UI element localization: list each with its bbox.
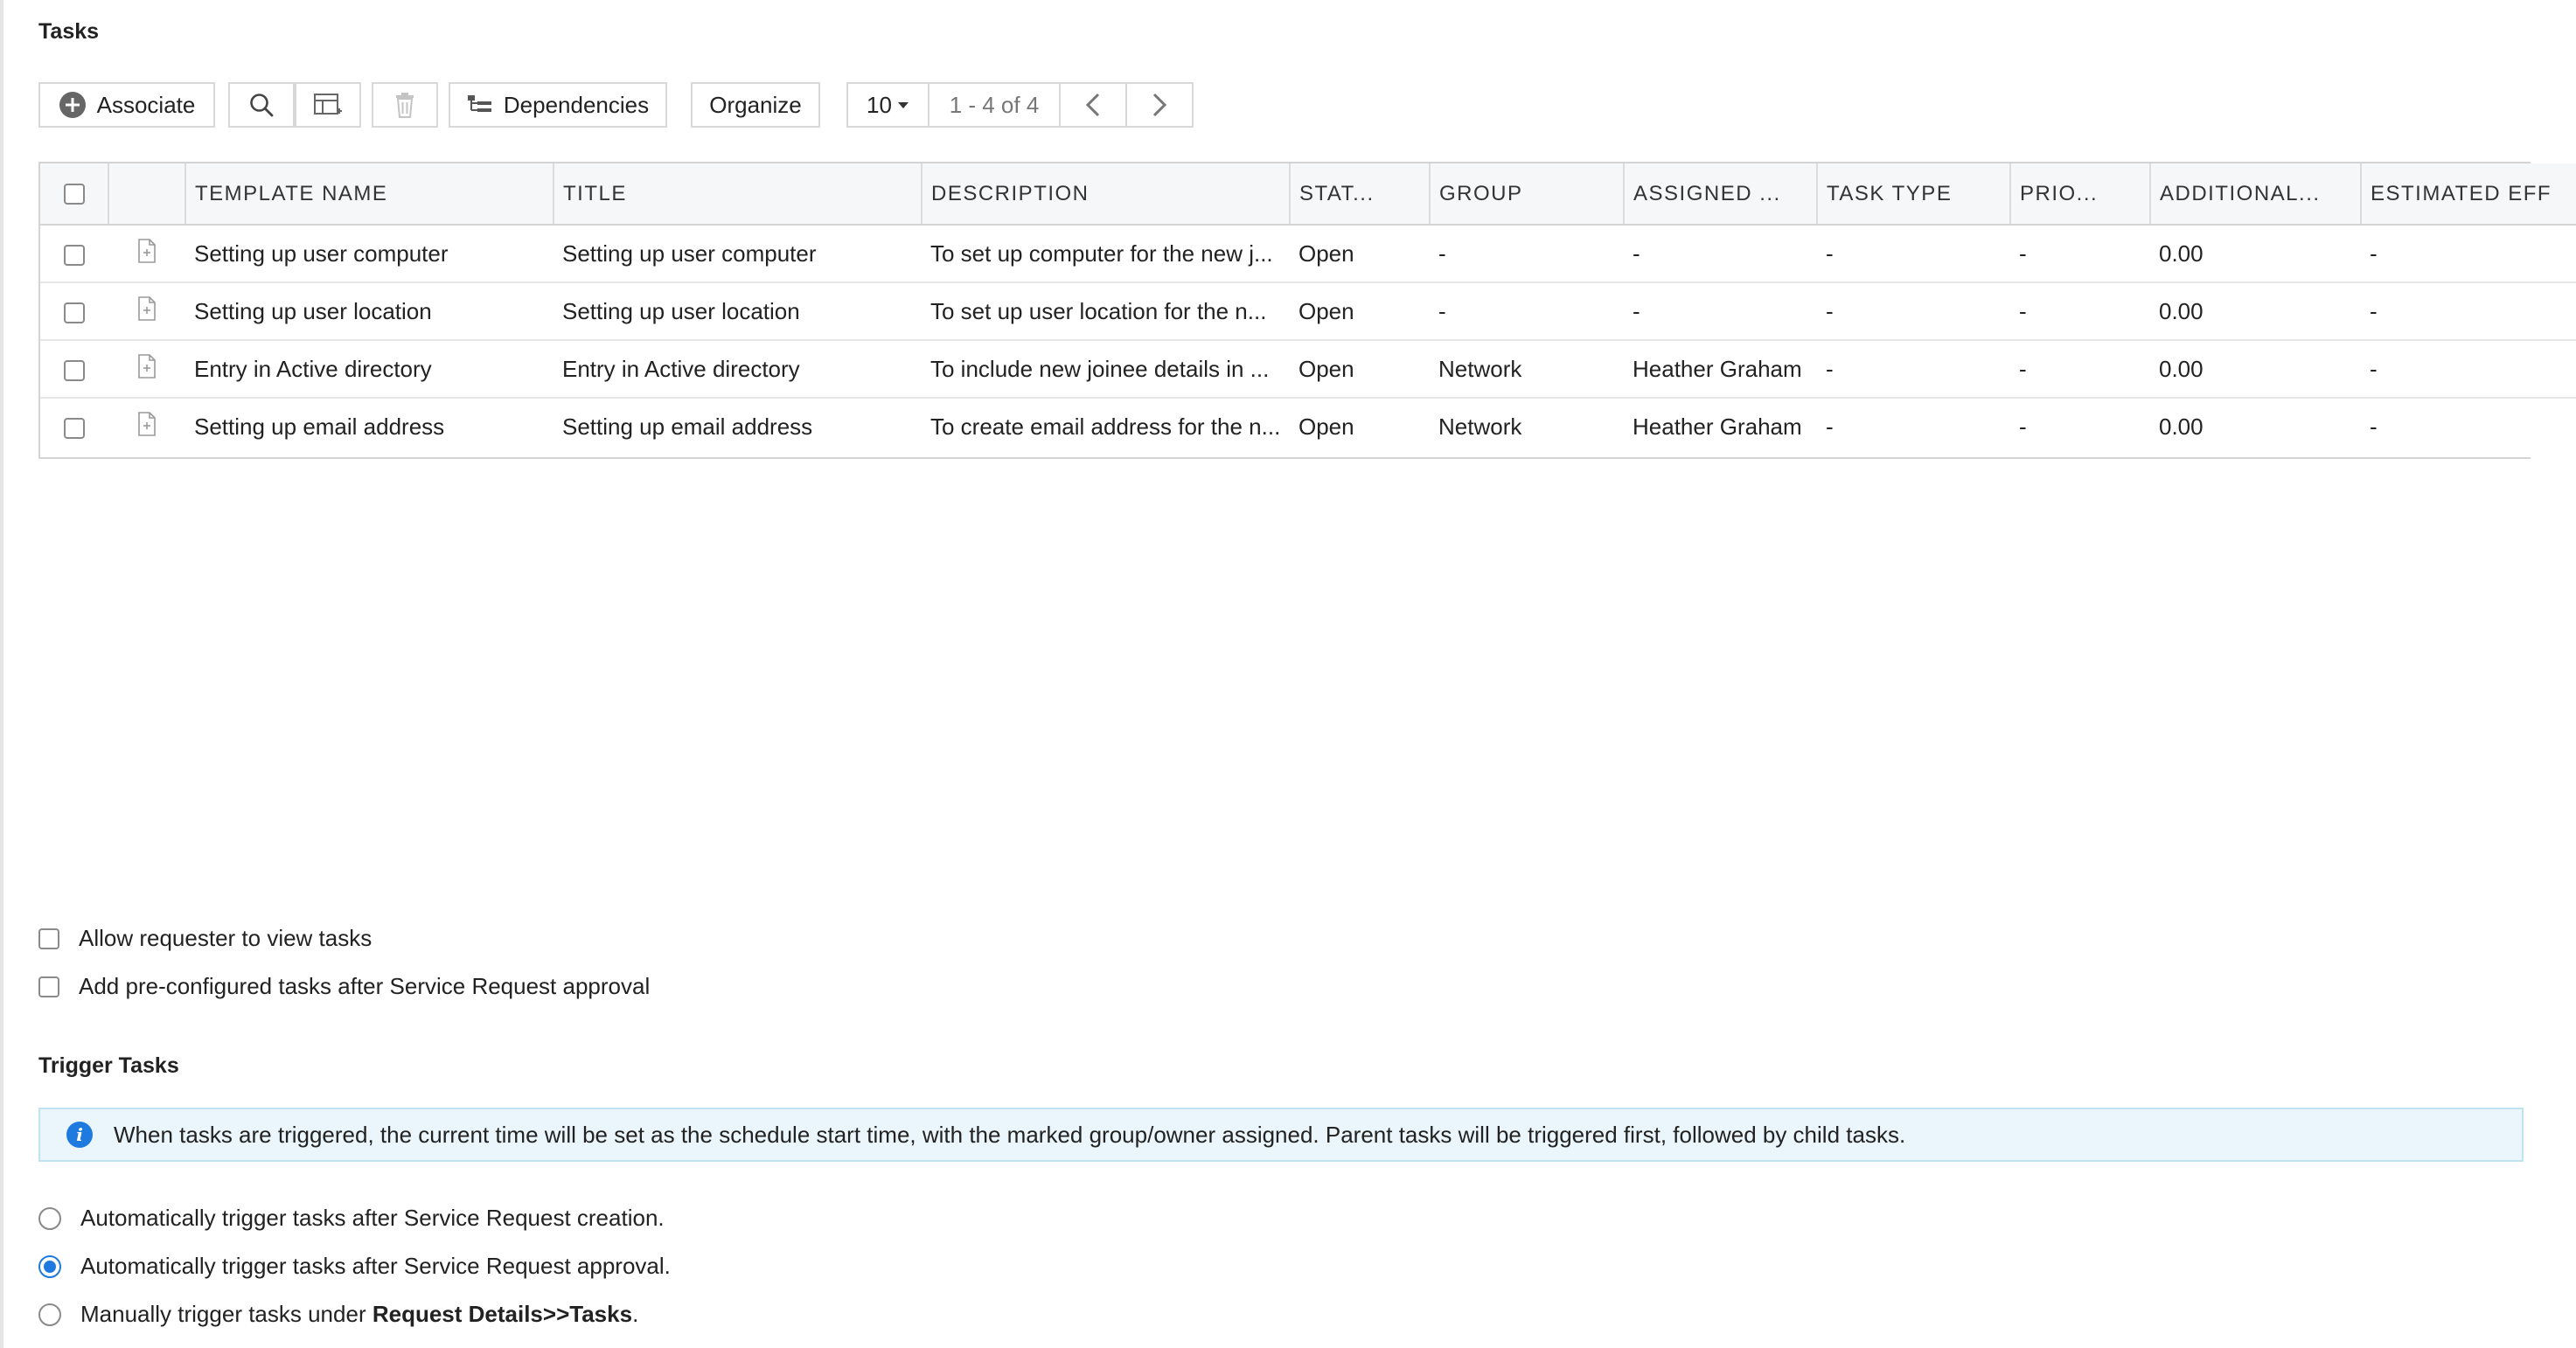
- title-cell: Setting up email address: [562, 413, 813, 440]
- row-checkbox[interactable]: [64, 302, 85, 323]
- description-cell: To create email address for the n...: [930, 413, 1281, 440]
- row-select-cell: [40, 398, 108, 455]
- additional-cell: 0.00: [2159, 297, 2204, 324]
- left-border: [0, 0, 3, 1348]
- associate-label: Associate: [96, 91, 196, 118]
- pagination-range: 1 - 4 of 4: [928, 82, 1061, 128]
- row-checkbox[interactable]: [64, 360, 85, 381]
- tasks-section-title: Tasks: [38, 19, 100, 44]
- column-header-description[interactable]: DESCRIPTION: [922, 163, 1290, 225]
- task-template-icon[interactable]: [137, 300, 157, 326]
- page-size-value: 10: [867, 91, 892, 118]
- add-preconfigured-checkbox[interactable]: [38, 976, 59, 997]
- row-icon-cell: [108, 225, 185, 282]
- additional-cell: 0.00: [2159, 240, 2204, 267]
- group-cell: -: [1438, 297, 1446, 324]
- organize-button[interactable]: [691, 82, 820, 128]
- title-cell: Setting up user location: [562, 297, 800, 324]
- row-select-cell: [40, 340, 108, 398]
- group-cell: Network: [1438, 355, 1522, 382]
- column-header-group[interactable]: GROUP: [1430, 163, 1624, 225]
- tasks-table: [38, 162, 2552, 459]
- trigger-tasks-title: Trigger Tasks: [38, 1053, 179, 1078]
- search-icon: [248, 92, 275, 118]
- task-type-cell: -: [1826, 240, 1834, 267]
- priority-cell: -: [2019, 240, 2027, 267]
- row-icon-cell: [108, 398, 185, 455]
- previous-page-button[interactable]: [1059, 82, 1127, 128]
- add-circle-icon: [59, 91, 87, 119]
- template-name-cell[interactable]: Setting up user computer: [194, 240, 449, 267]
- allow-requester-view-label[interactable]: Allow requester to view tasks: [79, 925, 372, 951]
- add-preconfigured-option: [38, 973, 650, 1000]
- row-select-cell: [40, 225, 108, 282]
- row-icon-cell: [108, 282, 185, 340]
- row-checkbox[interactable]: [64, 245, 85, 266]
- organize-label: Organize: [709, 91, 802, 118]
- table-row[interactable]: [40, 225, 2576, 282]
- associate-button[interactable]: [38, 82, 215, 128]
- row-select-cell: [40, 282, 108, 340]
- additional-cell: 0.00: [2159, 413, 2204, 440]
- assigned-cell: -: [1633, 297, 1640, 324]
- task-template-icon[interactable]: [137, 242, 157, 268]
- trigger-manually-suffix: .: [632, 1301, 639, 1327]
- request-details-tasks-path: Request Details>>Tasks: [372, 1301, 633, 1327]
- table-row[interactable]: [40, 398, 2576, 455]
- task-type-cell: -: [1826, 355, 1834, 382]
- description-cell: To set up computer for the new j...: [930, 240, 1273, 267]
- trigger-on-creation-option: [38, 1205, 665, 1232]
- chevron-right-icon: [1150, 93, 1169, 117]
- trigger-on-creation-radio[interactable]: [38, 1207, 61, 1230]
- column-header-priority[interactable]: PRIO...: [2010, 163, 2150, 225]
- dependencies-button[interactable]: [449, 82, 667, 128]
- table-header-row: [40, 163, 2576, 225]
- task-type-cell: -: [1826, 413, 1834, 440]
- page-size-select[interactable]: [846, 82, 929, 128]
- template-name-cell[interactable]: Setting up user location: [194, 297, 432, 324]
- estimated-effort-cell: -: [2370, 355, 2378, 382]
- trigger-manually-prefix: Manually trigger tasks under: [80, 1301, 372, 1327]
- task-template-icon[interactable]: [137, 358, 157, 384]
- column-header-template-name[interactable]: TEMPLATE NAME: [185, 163, 553, 225]
- trigger-info-banner: [38, 1108, 2524, 1162]
- trigger-on-approval-option: [38, 1253, 671, 1280]
- assigned-cell: Heather Graham: [1633, 355, 1802, 382]
- trigger-manually-radio[interactable]: [38, 1303, 61, 1326]
- priority-cell: -: [2019, 355, 2027, 382]
- description-cell: To set up user location for the n...: [930, 297, 1267, 324]
- tasks-toolbar: [38, 82, 1201, 128]
- select-all-cell: [40, 163, 108, 225]
- caret-down-icon: [897, 101, 909, 109]
- estimated-effort-cell: -: [2370, 240, 2378, 267]
- icon-column-header: [108, 163, 185, 225]
- next-page-button[interactable]: [1125, 82, 1194, 128]
- delete-button[interactable]: [372, 82, 438, 128]
- trigger-manually-label[interactable]: [80, 1301, 638, 1328]
- info-icon: i: [66, 1122, 93, 1148]
- trigger-manually-option: [38, 1301, 638, 1328]
- add-preconfigured-label[interactable]: Add pre-configured tasks after Service Request approval: [79, 973, 651, 999]
- hierarchy-icon: [467, 94, 493, 116]
- column-header-assigned[interactable]: ASSIGNED ...: [1624, 163, 1817, 225]
- estimated-effort-cell: -: [2370, 413, 2378, 440]
- status-cell: Open: [1298, 413, 1354, 440]
- group-cell: Network: [1438, 413, 1522, 440]
- trigger-on-approval-radio[interactable]: [38, 1255, 61, 1278]
- status-cell: Open: [1298, 240, 1354, 267]
- row-checkbox[interactable]: [64, 418, 85, 439]
- task-type-cell: -: [1826, 297, 1834, 324]
- trigger-on-creation-label[interactable]: Automatically trigger tasks after Service Request creation.: [80, 1205, 665, 1231]
- status-cell: Open: [1298, 355, 1354, 382]
- group-cell: -: [1438, 240, 1446, 267]
- table-row[interactable]: [40, 282, 2576, 340]
- title-cell: Entry in Active directory: [562, 355, 800, 382]
- table-columns-icon: [313, 92, 343, 118]
- status-cell: Open: [1298, 297, 1354, 324]
- priority-cell: -: [2019, 297, 2027, 324]
- column-header-additional[interactable]: ADDITIONAL...: [2150, 163, 2361, 225]
- table-row[interactable]: [40, 340, 2576, 398]
- column-chooser-button[interactable]: [295, 82, 361, 128]
- row-icon-cell: [108, 340, 185, 398]
- column-header-estimated-effort[interactable]: ESTIMATED EFF: [2361, 163, 2576, 225]
- allow-requester-view-option: [38, 925, 372, 952]
- priority-cell: -: [2019, 413, 2027, 440]
- allow-requester-view-checkbox[interactable]: [38, 928, 59, 949]
- select-all-checkbox[interactable]: [64, 184, 85, 205]
- column-header-title[interactable]: TITLE: [553, 163, 922, 225]
- additional-cell: 0.00: [2159, 355, 2204, 382]
- chevron-left-icon: [1083, 93, 1103, 117]
- description-cell: To include new joinee details in ...: [930, 355, 1270, 382]
- task-template-icon[interactable]: [137, 415, 157, 441]
- trigger-info-text: When tasks are triggered, the current time will be set as the schedule start time, with the marked group/owner assigned. Parent tasks will be triggered first, followed by child tasks.: [114, 1121, 1906, 1148]
- trash-icon: [393, 91, 416, 119]
- title-cell: Setting up user computer: [562, 240, 817, 267]
- assigned-cell: Heather Graham: [1633, 413, 1802, 440]
- column-header-task-type[interactable]: TASK TYPE: [1817, 163, 2010, 225]
- assigned-cell: -: [1633, 240, 1640, 267]
- template-name-cell[interactable]: Setting up email address: [194, 413, 445, 440]
- column-header-status[interactable]: STAT...: [1290, 163, 1430, 225]
- estimated-effort-cell: -: [2370, 297, 2378, 324]
- template-name-cell[interactable]: Entry in Active directory: [194, 355, 432, 382]
- search-button[interactable]: [228, 82, 295, 128]
- trigger-on-approval-label[interactable]: Automatically trigger tasks after Service Request approval.: [80, 1253, 671, 1279]
- dependencies-label: Dependencies: [503, 91, 650, 118]
